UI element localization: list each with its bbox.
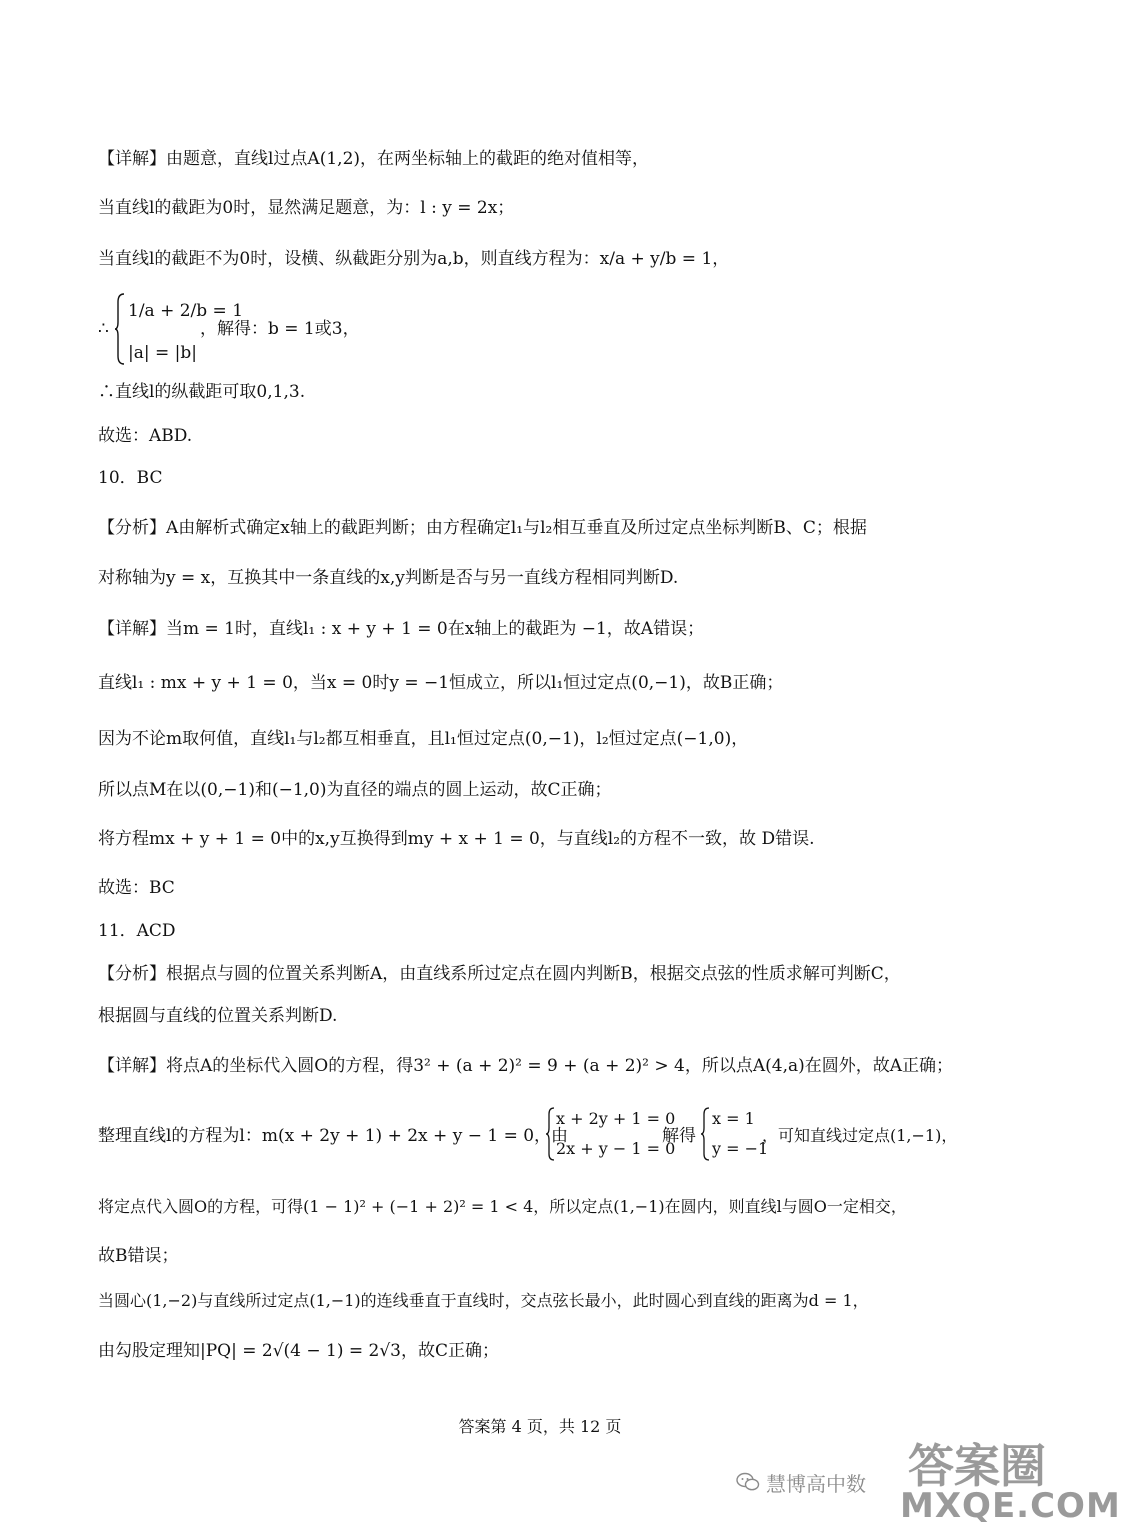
system-brace	[700, 1106, 710, 1162]
text-line: 由勾股定理知|PQ| = 2√(4 − 1) = 2√3，故C正确；	[98, 1341, 500, 1361]
text-line: 【详解】将点A的坐标代入圆O的方程，得3² + (a + 2)² = 9 + (a + 2)² > 4，所以点A(4,a)在圆外，故A正确；	[98, 1056, 954, 1076]
text-line: 故B错误；	[98, 1246, 179, 1266]
text-line: 当直线l的截距不为0时，设横、纵截距分别为a,b，则直线方程为：x/a + y/b = 1，	[98, 249, 730, 269]
system-equation: y = −1	[712, 1139, 769, 1158]
text-line: 当圆心(1,−2)与直线所过定点(1,−1)的连线垂直于直线时，交点弦长最小，此时圆心到直线的距离为d = 1，	[98, 1291, 869, 1310]
text-line: 直线l₁ : mx + y + 1 = 0，当x = 0时y = −1恒成立，所以l₁恒过定点(0,−1)，故B正确；	[98, 673, 784, 693]
wechat-icon	[736, 1472, 760, 1492]
system-brace	[545, 1106, 555, 1162]
watermark	[730, 1428, 1121, 1527]
text-line: 故选：ABD.	[98, 426, 193, 446]
text-line: 【详解】由题意，直线l过点A(1,2)，在两坐标轴上的截距的绝对值相等，	[98, 149, 650, 169]
watermark-logo-domain: MXQE.COM	[900, 1486, 1121, 1526]
text-line: 整理直线l的方程为l：m(x + 2y + 1) + 2x + y − 1 = 0，由	[98, 1126, 569, 1146]
text-line: 故选：BC	[98, 878, 175, 898]
text-line: 将方程mx + y + 1 = 0中的x,y互换得到my + x + 1 = 0，与直线l₂的方程不一致，故 D错误.	[98, 829, 815, 849]
text-line: 【分析】根据点与圆的位置关系判断A，由直线系所过定点在圆内判断B，根据交点弦的性质求解可判断C，	[98, 964, 901, 984]
watermark-account: 慧博高中数	[766, 1472, 866, 1496]
text-line: 【分析】A由解析式确定x轴上的截距判断；由方程确定l₁与l₂相互垂直及所过定点坐标判断B、C；根据	[98, 518, 867, 538]
text-line: 根据圆与直线的位置关系判断D.	[98, 1006, 338, 1026]
system-equation: x + 2y + 1 = 0	[556, 1109, 676, 1128]
text-line: 将定点代入圆O的方程，可得(1 − 1)² + (−1 + 2)² = 1 < 4，所以定点(1,−1)在圆内，则直线l与圆O一定相交，	[98, 1197, 907, 1216]
system-equation: |a| = |b|	[128, 343, 197, 363]
question-number: 10．BC	[98, 468, 163, 488]
text-line: ∴直线l的纵截距可取0,1,3.	[98, 382, 306, 402]
system-brace	[114, 292, 126, 366]
system-equation: 2x + y − 1 = 0	[556, 1139, 676, 1158]
text-line: 所以点M在以(0,−1)和(−1,0)为直径的端点的圆上运动，故C正确；	[98, 780, 612, 800]
text-line: ，可知直线过定点(1,−1)，	[762, 1126, 958, 1145]
therefore-symbol: ∴	[98, 319, 109, 339]
text-line: 因为不论m取何值，直线l₁与l₂都互相垂直，且l₁恒过定点(0,−1)，l₂恒过定点(−1,0)，	[98, 729, 749, 749]
text-line: ，解得：b = 1或3，	[200, 319, 360, 339]
watermark-logo-text: 答案圈	[908, 1439, 1046, 1493]
text-line: 【详解】当m = 1时，直线l₁ : x + y + 1 = 0在x轴上的截距为 −1，故A错误；	[98, 619, 705, 639]
text-line: 对称轴为y = x，互换其中一条直线的x,y判断是否与另一直线方程相同判断D.	[98, 568, 679, 588]
system-equation: x = 1	[712, 1109, 755, 1128]
question-number: 11．ACD	[98, 921, 176, 941]
text-line: 当直线l的截距为0时，显然满足题意，为：l : y = 2x；	[98, 198, 515, 218]
page-footer: 答案第 4 页，共 12 页	[458, 1417, 622, 1436]
system-equation: 1/a + 2/b = 1	[128, 301, 244, 321]
text-line: 解得	[662, 1126, 696, 1146]
